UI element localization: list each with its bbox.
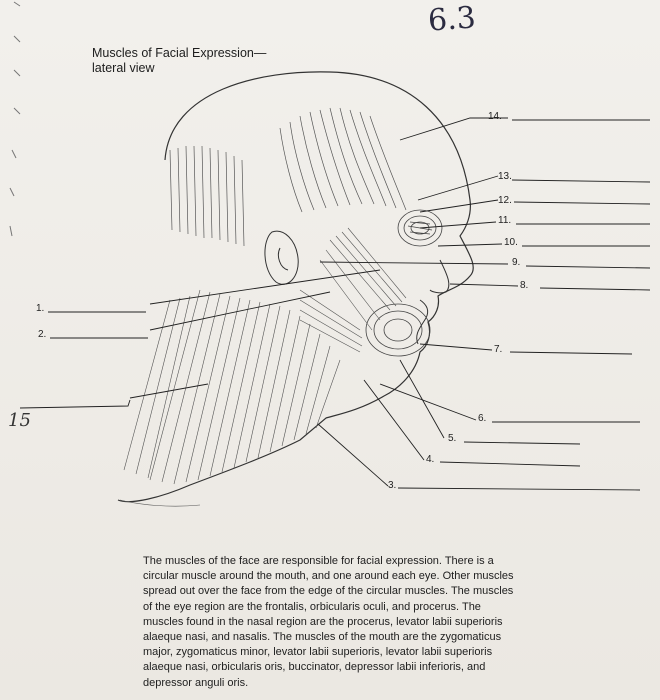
handwritten-mark: 6.3 <box>426 0 477 39</box>
label-13: 13. <box>498 171 512 182</box>
label-11: 11. <box>498 215 512 226</box>
handwritten-number: 15 <box>8 410 31 431</box>
label-3: 3. <box>388 480 397 491</box>
label-7: 7. <box>494 344 503 355</box>
label-14: 14. <box>488 111 502 122</box>
label-1: 1. <box>36 303 45 314</box>
label-2: 2. <box>38 329 47 340</box>
margin-marks <box>10 2 20 236</box>
description-paragraph <box>143 554 521 691</box>
label-6: 6. <box>478 413 487 424</box>
label-8: 8. <box>520 280 529 291</box>
label-10: 10. <box>504 237 518 248</box>
label-5: 5. <box>448 433 457 444</box>
label-4: 4. <box>426 454 435 465</box>
label-9: 9. <box>512 257 521 268</box>
figure-title-line-2: lateral view <box>92 61 155 75</box>
label-12: 12. <box>498 195 512 206</box>
figure-title-line-1: Muscles of Facial Expression— <box>92 46 267 60</box>
description-text: The muscles of the face are responsible for facial expression. There is a circular muscle around the mouth, and one around each eye. Other muscles spread out over the face from the edge of the circular muscles. The muscles of the eye region are the frontalis, orbicularis oculi, and procerus. The muscles found in the nasal region are the procerus, levator labii superioris alaeque nasi, and nasalis. The muscles of the mouth are the zygomaticus major, zygomaticus minor, levator labii superioris, levator labii superioris alaeque nasi, orbicularis oris, buccinator, depressor labii inferioris, and depressor anguli oris. <box>143 555 514 689</box>
figure-title <box>92 46 266 76</box>
